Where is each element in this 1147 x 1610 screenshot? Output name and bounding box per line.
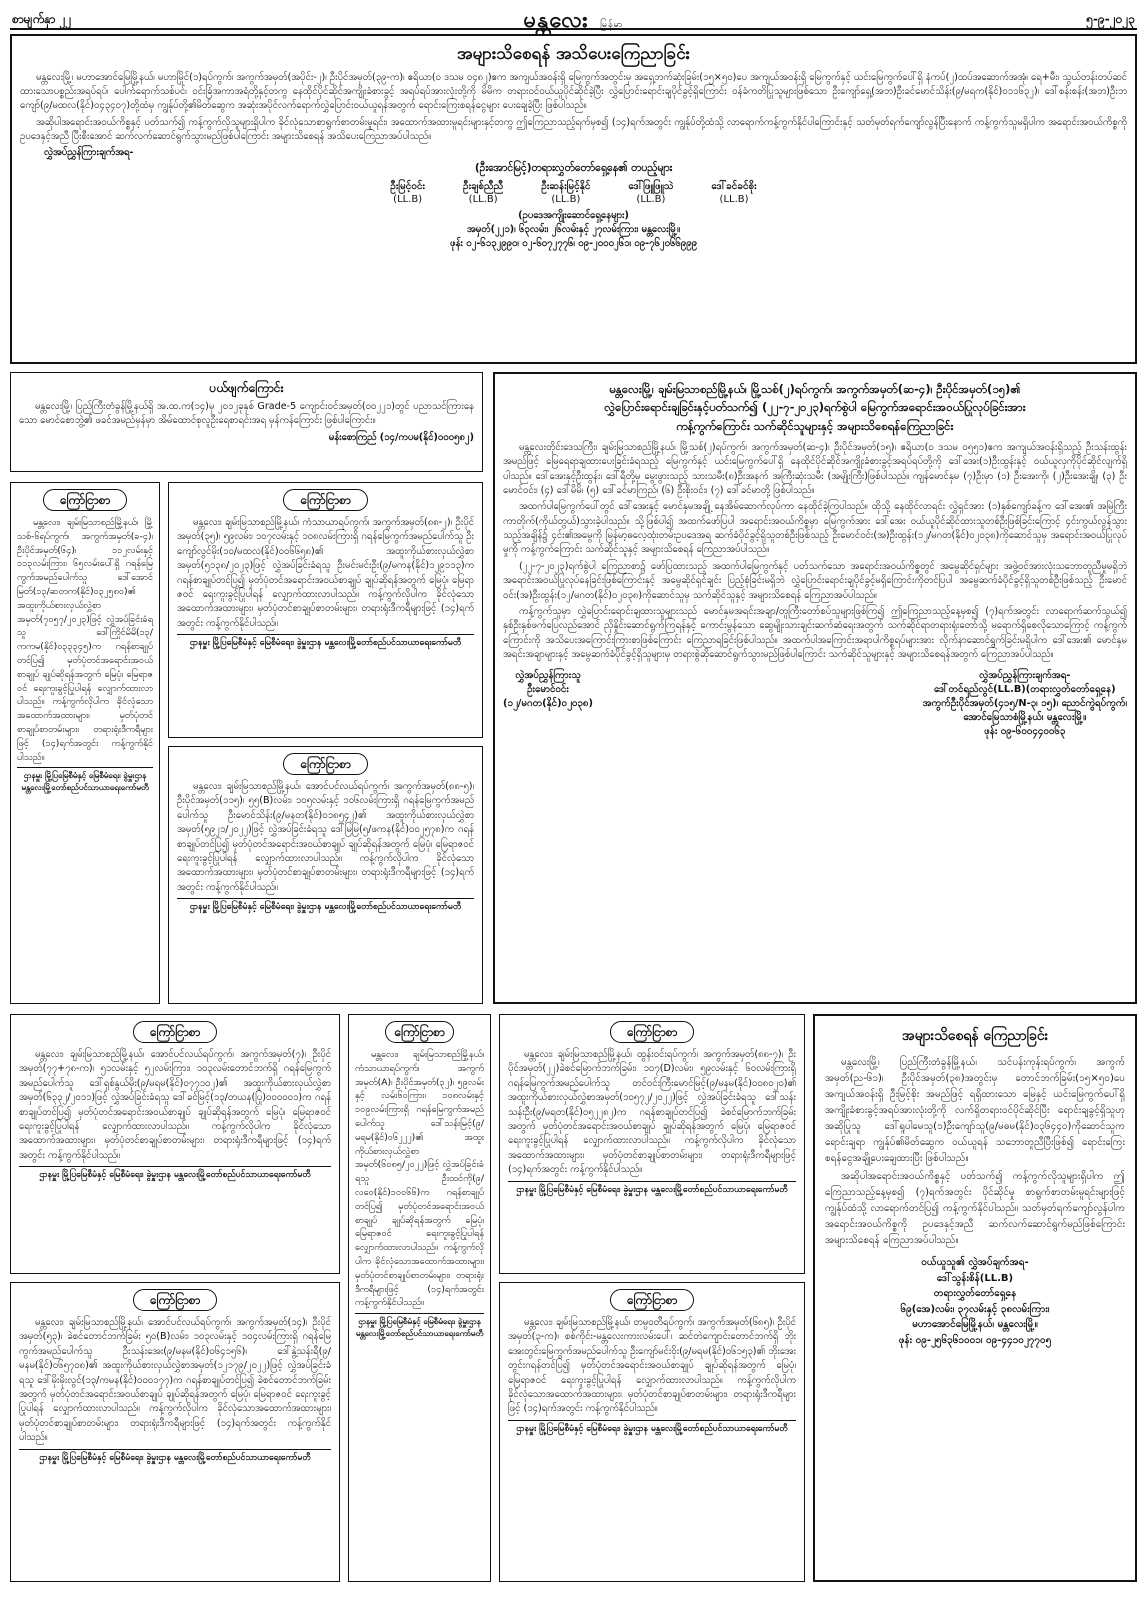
summons-3-body: မန္တလေး၊ ချမ်းမြသာစည်မြို့နယ်၊ အောင်ပင်လယ်ရပ်ကွက်၊ အကွက်အမှတ်(၈၈-၅)၊ ဦးပိုင်အမှတ်(၁၁၅)၊ ၅၅(B)လမ်း၊ ၁၀၅လမ်းနှင့် ၁၀၆လမ်းကြားရှိ ဂရန်မြေကွက်အမည်ပေါက်သူ ဦးမောင်သိန်း(၉/မနတ(နိုင်)၀၁၈၅၄၂)၏ အထူးကိုယ်စားလှယ်လွှဲစာအမှတ်(၅၉၂၁/၂၀၂၂)ဖြင့် လွှဲအပ်ခြင်းခံရသူ ဒေါ်မြမြ(၅/ဖကန(နိုင်)၀၀၂၅၇၈)က ဂရန်စာချုပ်တင်ပြ၍ မှတ်ပုံတင်အရောင်းအဝယ်စာချုပ် ချုပ်ဆိုရန်အတွက် မြေပုံ၊ မြေရာဇဝင် ရေးကူးခွင့်ပြုပါရန် လျှောက်ထားလာပါသည်။ ကန့်ကွက်လိုပါက ခိုင်လုံသောအထောက်အထားများ၊ မှတ်ပုံတင်စာချုပ်စာတမ်းများ၊ တရားရုံးဒီကရီများဖြင့် (၁၄)ရက်အတွင်း ကန့်ကွက်နိုင်ပါသည်။ (177, 781, 474, 893)
notice-main-p2: အဆိုပါအရောင်းအဝယ်ကိစ္စနှင့် ပတ်သက်၍ ကန့်ကွက်လိုသူများရှိပါက ခိုင်လုံသောစာရွက်စာတမ်းမူရင်း၊ အထောက်အထားမူရင်းများနှင့်တကွ ဤကြေညာသည့်ရက်မှစ၍ (၁၄)ရက်အတွင်း ကျွန်ုပ်တို့ထံသို့ လာရောက်ကန့်ကွက်နိုင်ပါကြောင်းနှင့် သတ်မှတ်ရက်ကျော်လွန်ပြီးနောက် ကန့်ကွက်သူမရှိပါက အရောင်းအဝယ်ကိစ္စကို ဥပဒေနှင့်အညီ ပြီးစီးအောင် ဆက်လက်ဆောင်ရွက်သွားမည်ဖြစ်ပါကြောင်း အများသိစေရန် အသိပေးကြေညာအပ်ပါသည်။ (20, 116, 1127, 143)
cancel-notice-body: မန္တလေးမြို့၊ ပြည်ကြီးတံခွန်မြို့နယ်ရှိ အ.ထ.က(၁၄)မှ ၂၀၁၂ခုနှစ် Grade-5 ကျောင်းဝင်အမှတ်(၀၀၂၂၁)တွင် ပညာသင်ကြားနေသော မောင်စောဘွဲ့၏ ဖခင်အမည်မှန်မှာ အိမ်ထောင်စုလူဦးရေစာရင်းအရ မှန်ကန်ကြောင်း ဖြစ်ပါကြောင်း။ (19, 401, 474, 427)
page-date: ၅-၉-၂၀၂၃ (1086, 12, 1135, 26)
cancel-notice-title: ပယ်ဖျက်ကြောင်း (209, 381, 284, 395)
big-notice-p2: အထက်ပါမြေကွက်ပေါ်တွင် ဒေါ်အေးနှင့် မောင်နှမအချို့ နေအိမ်ဆောက်လုပ်ကာ နေထိုင်ခဲ့ကြပါသည်။ ထိုသို့ နေထိုင်လာရင်း လွှဲရှင်အား (၁)နှစ်ကျော်ခန့်က ဒေါ်အေး၏ အမြဲကြီးကာတိုက်(ကိုယ်တွယ်)သွားခဲ့ပါသည်။ သို့ဖြစ်ပါ၍ အထက်ဖော်ပြပါ အရောင်းအဝယ်ကိစ္စမှာ မြေကွက်အား ဒေါ်အေး ဝယ်ယူပိုင်ဆိုင်ထားသူတစ်ဦးဖြစ်ခြင်းကြောင့် ၄င်းကွယ်လွန်သွားသည့်အချိန်၌ ၄င်း၏အမွေကို မြန်မာ့ဓလေ့ထုံးတမ်းဥပဒေအရ ဆက်ခံပိုင်ခွင့်ရှိသူတစ်ဦးဖြစ်သည့် ဦးမောင်ဝင်း(အ)ဦးထွန်း(၁၂/မဂတ(နိုင်)၀၂၀၃၈)ကိုဆောင်သူမှ အရောင်းအဝယ်ပြုလုပ်မှုကို ကန့်ကွက်ကြောင်း သက်ဆိုင်သူနှင့် အများသိစေရန် ကြေညာအပ်ပါသည်။ (503, 501, 1127, 556)
notice-br-title: အများသိစေရန် ကြေညာခြင်း (901, 1028, 1049, 1044)
summons-6 (499, 1014, 805, 1274)
summons-2-body: မန္တလေး၊ ချမ်းမြသာစည်မြို့နယ်၊ ကံသာယာရပ်ကွက်၊ အကွက်အမှတ်(၈၈-၂)၊ ဦးပိုင်အမှတ်(၃၅)၊ ၅၉လမ်း၊ ၁၀၇လမ်းနှင့် ၁၀၈လမ်းကြားရှိ ဂရန်မြေကွက်အမည်ပေါက်သူ ဦးကျော်လွင်မိုး(၁၀/မထလ(နိုင်)၀၀၆၆၅၈)၏ အထူးကိုယ်စားလှယ်လွှဲစာအမှတ်(၅၁၃၈/၂၀၂၃)ဖြင့် လွှဲအပ်ခြင်းခံရသူ ဦးမင်းမင်းဦး(၉/မကန(နိုင်)၁၂၉၁၁၃)က ဂရန်စာချုပ်တင်ပြ၍ မှတ်ပုံတင်အရောင်းအဝယ်စာချုပ် ချုပ်ဆိုရန်အတွက် မြေပုံ၊ မြေရာဇဝင် ရေးကူးခွင့်ပြုပါရန် လျှောက်ထားလာပါသည်။ ကန့်ကွက်လိုပါက ခိုင်လုံသောအထောက်အထားများ၊ မှတ်ပုံတင်စာချုပ်စာတမ်းများ၊ တရားရုံးဒီကရီများဖြင့် (၁၄)ရက်အတွင်း ကန့်ကွက်နိုင်ပါသည်။ (177, 517, 474, 629)
office-address: အမှတ်(၂၂၁)၊ ၆၃လမ်း၊ ၂၆လမ်းနှင့် ၂၇လမ်းကြား၊ မန္တလေးမြို့။ (466, 223, 681, 235)
law-firm: (ဦးအောင်မြင့်)တရားလွှတ်တော်ရှေ့နေ၏ တပည့်များ (474, 161, 673, 174)
summons-4-title: ကြော်ငြာစာ (133, 1021, 218, 1043)
summons-8-footer: ဌာနမှူး မြို့ပြမြေစီမံနှင့် မြေစီမံရေး၊ ခွဲမှူးဌာန မန္တလေးမြို့တော်စည်ပင်သာယာရေးကော်မတီ (508, 1420, 796, 1436)
assign-label: လွှဲအပ်ညွှန်ကြားချက်အရ- (44, 147, 134, 159)
big-notice-title-3: ကန့်ကွက်ကြောင်း သက်ဆိုင်သူများနှင့် အများသိစေရန်ကြေညာခြင်း (676, 418, 954, 433)
lawyer-2: ဦးချစ်ညီညီ (LL.B) (463, 180, 504, 205)
summons-5-title: ကြော်ငြာစာ (385, 1021, 454, 1043)
notice-main-p1: မန္တလေးမြို့၊ မဟာအောင်မြေမြို့နယ်၊ မဟာမြိုင်(၁)ရပ်ကွက်၊ အကွက်အမှတ်(အပိုင်း-၂)၊ ဦးပိုင်အမှတ်(၃၉-က)၊ ဧရိယာ(၀ ဒသမ ၀၄၈၂)ဧက အကျယ်အဝန်းရှိ မြေကွက်အတွင်းမှ အရှေ့ဘက်ဆုံးခြမ်း(၁၅×၅၀)ပေ အကျယ်အဝန်းရှိ မြေကွက်နှင့် ယင်းမြေကွက်ပေါ်ရှိ နံကပ်(၂)ထပ်အဆောက်အအုံ၊ ရေ+မီး၊ သွယ်တန်းတပ်ဆင်ထားသောပစ္စည်းအရပ်ရပ်၊ ပေါက်ရောက်သစ်ပင်၊ ဝင်းခြံအကာအရံတို့နှင့်တကွ နေထိုင်ပိုင်ဆိုင်အကျိုးခံစားခွင့် အရပ်ရပ်အားလုံးတို့ကို မိမိက တရားဝင်ဝယ်ယူပိုင်ဆိုင်ခဲ့ပြီး လွှဲပြောင်းရောင်းချပိုင်ခွင့်ရှိကြောင်း ဝန်ခံကတိပြုသူများဖြစ်သော ဦးကျော်ရှေ့(အဘ)ဦးခင်မောင်သိန်း(၉/မရက(နိုင်)၀၁၁၆၃၂)၊ ဒေါ်စန်းစန်း(အဘ)ဦးဘကျော်(၉/မထလ(နိုင်)၀၄၃၄၀၇)တို့ထံမှ ကျွန်ုပ်တို့၏မိတ်ဆွေက အဆုံးအပိုင်လက်ရောက်လွှဲပြောင်းဝယ်ယူရန်အတွက် ရောင်းကြေးစရန်ငွေများ ပေးချေခဲ့ပြီး ဖြစ်ပါသည်။ (20, 71, 1127, 112)
lawyer-3: ဦးဆန်းမြင့်နိုင် (LL.B) (541, 180, 591, 205)
summons-4-footer: ဌာနမှူး မြို့ပြမြေစီမံနှင့် မြေစီမံရေး၊ ခွဲမှူးဌာန မန္တလေးမြို့တော်စည်ပင်သာယာရေးကော်မတီ (19, 1166, 331, 1182)
cancel-notice (10, 372, 483, 472)
notice-bottom-right (813, 1014, 1137, 1582)
cancel-notice-sign: မန်းစောကြည် (၁၄/ကပမ(နိုင်)၀၀၀၅၈၂) (328, 431, 474, 443)
summons-5-body: မန္တလေး၊ ချမ်းမြသာစည်မြို့နယ်၊ ကံသာယာရပ်ကွက်၊ အကွက်အမှတ်(A)၊ ဦးပိုင်အမှတ်(၃၂)၊ ၅၉လမ်းနှင့် လမ်း၆၀ကြား၊ ၁၀၈လမ်းနှင့် ၁၀၉လမ်းကြားရှိ ဂရန်မြေကွက်အမည်ပေါက်သူ ဒေါ်သန်းမြင့်(၉/မရမ(နိုင်)၀၆၂၂၂)၏ အထူးကိုယ်စားလှယ်လွှဲစာအမှတ်(၆၀၈၅/၂၀၂၂)ဖြင့် လွှဲအပ်ခြင်းခံရသူ ဦးထင်ကို(၉/လဝေ(နိုင်)၁၀၀၆၆)က ဂရန်စာချုပ်တင်ပြ၍ မှတ်ပုံတင်အရောင်းအဝယ်စာချုပ် ချုပ်ဆိုရန်အတွက် မြေပုံ၊ မြေရာဇဝင် ရေးကူးခွင့်ပြုပါရန် လျှောက်ထားလာပါသည်။ ကန့်ကွက်လိုပါက ခိုင်လုံသောအထောက်အထားများ၊ မှတ်ပုံတင်စာချုပ်စာတမ်းများ၊ တရားရုံးဒီကရီများဖြင့် (၁၄)ရက်အတွင်း ကန့်ကွက်နိုင်ပါသည်။ (355, 1049, 484, 1309)
summons-6-title: ကြော်ငြာစာ (610, 1021, 695, 1043)
summons-8-title: ကြော်ငြာစာ (610, 1289, 695, 1311)
summons-3-footer: ဌာနမှူး မြို့ပြမြေစီမံနှင့် မြေစီမံရေး၊ ခွဲမှူးဌာန မန္တလေးမြို့တော်စည်ပင်သာယာရေးကော်မတီ (177, 898, 474, 914)
summons-1-body: မန္တလေး၊ ချမ်းမြသာစည်မြို့နယ်၊ မြို့သစ်-၆ရပ်ကွက်၊ အကွက်အမှတ်(ခ-၄)၊ ဦးပိုင်အမှတ်(၆၄)၊ ၁၁၂လမ်းနှင့် ၁၁၃လမ်းကြား၊ ၆၅လမ်းပေါ်ရှိ ဂရန်မြေကွက်အမည်ပေါက်သူ ဒေါ်အောင်မြတ်(၁၃/ဆတက(နိုင်)၀၃၂၅၈၀)၏ အထူးကိုယ်စားလှယ်လွှဲစာအမှတ်(၇၀၅၇/၂၀၂၃)ဖြင့် လွှဲအပ်ခြင်းခံရသူ ဒေါ်ကြိုင်မိမိ(၁၃/ကကမ(နိုင်)၀၃၃၃၄၅)က ဂရန်စာချုပ်တင်ပြ၍ မှတ်ပုံတင်အရောင်းအဝယ်စာချုပ် ချုပ်ဆိုရန်အတွက် မြေပုံ၊ မြေရာဇဝင် ရေးကူးခွင့်ပြုပါရန် လျှောက်ထားလာပါသည်။ ကန့်ကွက်လိုပါက ခိုင်လုံသော အထောက်အထားများ၊ မှတ်ပုံတင်စာချုပ်စာတမ်းများ၊ တရားရုံးဒီကရီများဖြင့် (၁၄)ရက်အတွင်း ကန့်ကွက်နိုင်ပါသည်။ (17, 517, 153, 763)
page-number: စာမျက်နှာ ၂၂ (12, 12, 72, 26)
summons-4-body: မန္တလေး၊ ချမ်းမြသာစည်မြို့နယ်၊ အောင်ပင်လယ်ရပ်ကွက်၊ အကွက်အမှတ်(၇)၊ ဦးပိုင်အမှတ်(၇၇+၇၈-က)၊ ၅၁လမ်းနှင့် ၅၂လမ်းကြား၊ ၁၀၃လမ်းတောင်ဘက်ရှိ ဂရန်မြေကွက်အမည်ပေါက်သူ ဒေါ်ရှစ်နွယ်မိုး(၉/မရမ(နိုင်)၀၇၇၁၀၂)၏ အထူးကိုယ်စားလှယ်လွှဲစာအမှတ်(၆၃၃၂/၂၀၁၁)ဖြင့် လွှဲအပ်ခြင်းခံရသူ ဒေါ်ခင်မြင့်(၁၃/တယန(ပြု)၀၀၀၀၀၁)က ဂရန်စာချုပ်တင်ပြ၍ မှတ်ပုံတင်အရောင်းအဝယ်စာချုပ် ချုပ်ဆိုရန်အတွက် မြေပုံ၊ မြေရာဇဝင် ရေးကူးခွင့်ပြုပါရန် လျှောက်ထားလာပါသည်။ ကန့်ကွက်လိုပါက ခိုင်လုံသောအထောက်အထားများ၊ မှတ်ပုံတင်စာချုပ်စာတမ်းများ၊ တရားရုံးဒီကရီများဖြင့် (၁၄)ရက်အတွင်း ကန့်ကွက်နိုင်ပါသည်။ (19, 1049, 331, 1161)
summons-7 (10, 1282, 340, 1582)
big-notice-p1: မန္တလေးတိုင်းဒေသကြီး၊ ချမ်းမြသာစည်မြို့နယ်၊ မြို့သစ်(၂)ရပ်ကွက်၊ အကွက်အမှတ်(ဆ-၄)၊ ဦးပိုင်အမှတ်(၁၅)၊ ဧရိယာ(၀ ဒသမ ၀၅၅၁)ဧက အကျယ်အဝန်းရှိသည့် ဦးသန်းထွန်းအမည်ဖြင့် မြေရေရာချထားပေးခြင်းခံရသည့် မြေကွက်နှင့် ယင်းမြေကွက်ပေါ်ရှိ နေထိုင်ပိုင်ဆိုင်အကျိုးခံစားခွင့်အရပ်ရပ်တို့ကို ဒေါ်အေး(၁)ဦးထွန်းနှင့် ဝယ်ယူလှကိုပိုင်ဆိုင်လျက်ရှိပါသည်။ ဒေါ်အေးနှင့်ဦးထွန်း၊ ဒေါ်ရီတို့မှ မွေးဖွားသည့် သားသမီး(၈)ဦးအနက် အကြီးဆုံးသမီး (အမျိုးကြီး)ဖြစ်ပါသည်။ ကျန်မောင်နှမ (၇)ဦးမှာ (၁) ဦးအေးကို၊ (၂)ဦးအေးချို၊ (၃) ဦးမောင်ဝင်း၊ (၄) ဒေါ်မိမိ၊ (၅) ဒေါ်ခင်မာကြည်၊ (၆) ဦးစိုးဝင်း၊ (၇) ဒေါ်ခင်မာတို့ ဖြစ်ပါသည်။ (503, 441, 1127, 496)
lawyer-1: ဦးမြင့်ဝင်း (LL.B) (390, 180, 426, 205)
notice-main (10, 34, 1137, 364)
summons-3-title: ကြော်ငြာစာ (283, 753, 368, 775)
notice-br-signature: ဝယ်ယူသူ၏ လွှဲအပ်ချက်အရ- ဒေါ်သွန်းစိန်(LL.B) တရားလွှတ်တော်ရှေ့နေ ၆၉(အေ)လမ်း၊ ၃၇လမ်းနှင့် ၃၈လမ်းကြား၊ မဟာအောင်မြေမြို့နယ်၊ မန္တလေးမြို့။ ဖုန်း ၀၉-၂၅၆၃၆၁၀၀၁၊ ၀၉-၄၄၁၀၂၇၇၀၅ (898, 1257, 1052, 1346)
summons-1-title: ကြော်ငြာစာ (43, 489, 128, 511)
lawyer-4: ဒေါ်ဖြူဖြူသဲ (LL.B) (628, 180, 674, 205)
logo-text: မန္တလေး (523, 7, 589, 33)
sig-right: လွှဲအပ်ညွှန်ကြားချက်အရ- ဒေါ်တင်ရည်လွင်(LL.B)(တရားလွှတ်တော်ရှေ့နေ) အကွက်ဦးပိုင်အမှတ်(၄၁၅/N-၃၊ ၁၅)၊ ညောင်ကွဲရပ်ကွက်၊ အောင်မြေသာစံမြို့နယ်၊ မန္တလေးမြို့။ ဖုန်း ၀၉-၆၀၀၄၄၀၀၆၃ (922, 669, 1127, 738)
summons-1 (10, 482, 160, 1004)
summons-8-body: မန္တလေး၊ ချမ်းမြသာစည်မြို့နယ်၊ တမ္ပဝတီရပ်ကွက်၊ အကွက်အမှတ်(၆၈၅)၊ ဦးပိုင်အမှတ်(၃-က)၊ စစ်ကိုင်း-မန္တလေးကားလမ်းပေါ်၊ ဆင်တဲကျောင်းတောင်ဘက်ရှိ ဘိုးအေးတွင်းမြေကွက်အမည်ပေါက်သူ ဦးကျော်မင်းဝိုး(၉/မရမ(နိုင်)၀၆၁၅၃)၏ ဘိုးအေးတွင်းဂရန်တင်ပြ၍ မှတ်ပုံတင်အရောင်းအဝယ်စာချုပ် ချုပ်ဆိုရန်အတွက် မြေပုံ၊ မြေရာဇဝင် ရေးကူးခွင့်ပြုပါရန် လျှောက်ထားလာပါသည်။ ကန့်ကွက်လိုပါက ခိုင်လုံသောအထောက်အထားများ၊ မှတ်ပုံတင်စာချုပ်စာတမ်းများ၊ တရားရုံးဒီကရီများဖြင့် (၁၄)ရက်အတွင်း ကန့်ကွက်နိုင်ပါသည်။ (508, 1317, 796, 1415)
summons-2 (168, 482, 483, 738)
summons-7-footer: ဌာနမှူး မြို့ပြမြေစီမံနှင့် မြေစီမံရေး၊ ခွဲမှူးဌာန မန္တလေးမြို့တော်စည်ပင်သာယာရေးကော်မတီ (19, 1449, 331, 1465)
office-title: (ဥပဒေအကျိုးဆောင်ရှေ့နေများ) (518, 209, 629, 221)
summons-5 (348, 1014, 491, 1582)
office-phone: ဖုန်း ၀၂-၆၁၃၂၉၉၀၊ ၀၂-၆၀၇၂၇၇၆၊ ၀၉-၂၀၀၀၂၆၁၊ ၀၉-၇၆၂၀၆၆၉၉၉ (449, 238, 697, 250)
summons-3 (168, 746, 483, 1004)
summons-5-footer: ဌာနမှူး မြို့ပြမြေစီမံနှင့် မြေစီမံရေး၊ ခွဲမှူးဌာန မန္တလေးမြို့တော်စည်ပင်သာယာရေးကော်မတီ (355, 1313, 484, 1340)
big-notice-signatures (503, 669, 1127, 740)
notice-br-p1: မန္တလေးမြို့၊ ပြည်ကြီးတံခွန်မြို့နယ်၊ သင်ပန်းကုန်းရပ်ကွက်၊ အကွက်အမှတ်(ည-၆၁)၊ ဦးပိုင်အမှတ်(၃၈)အတွင်းမှ တောင်ဘက်ခြမ်း(၁၅×၅၀)ပေ အကျယ်အဝန်းရှိ ဦးမြင့်စိုး အမည်ဖြင့် ရရှိထားသော မြေနှင့် ယင်းမြေကွက်ပေါ်ရှိ အကျိုးခံစားခွင့်အရပ်အားလုံးတို့ကို လက်ရှိတရားဝင်ပိုင်ဆိုင်ပြီး ရောင်းချခွင့်ရှိသူဟု အဆိုပြုသူ ဒေါ်ရူပါမေသူ(၁)ဦးကျော်သူ(၉/မဓမ(နိုင်)၀၃၆၄၄၀)ကိုဆောင်သူက ရောင်းချရာ ကျွန်ုပ်၏မိတ်ဆွေက ဝယ်ယူရန် သဘောတူညီပြီးဖြစ်၍ ရောင်းကြေးစရန်ငွေအချို့ပေးချေထားပြီး ဖြစ်ပါသည်။ (825, 1057, 1125, 1164)
big-notice (493, 372, 1137, 1004)
summons-8 (499, 1282, 805, 1582)
masthead-logo (524, 4, 624, 37)
summons-7-title: ကြော်ငြာစာ (133, 1289, 218, 1311)
sig-left: လွှဲအပ်ညွှန်ကြားသူ ဦးမောင်ဝင်း (၁၂/မဂတ(နိုင်)၀၂၀၃၈) (503, 669, 593, 710)
summons-2-title: ကြော်ငြာစာ (283, 489, 368, 511)
summons-7-body: မန္တလေး၊ ချမ်းမြသာစည်မြို့နယ်၊ အောင်ပင်လယ်ရပ်ကွက်၊ အကွက်အမှတ်(၁၄)၊ ဦးပိုင်အမှတ်(၅၃)၊ ခဲစင်တောင်ဘက်ခြမ်း ၅၀(B)လမ်း၊ ၁၀၃လမ်းနှင့် ၁၀၄လမ်းကြားရှိ ဂရန်မြေကွက်အမည်ပေါက်သူ ဦးသန်းအေး(၉/မနမ(နိုင်)၀၆၄၁၅၆)၊ ဒေါ်နွဲ့သန်းရီ(၉/မနမ(နိုင်)၀၆၅၇၀၈)၏ အထူးကိုယ်စားလှယ်လွှဲစာအမှတ်(၁၂၁၇၉/၂၀၂၂)ဖြင့် လွှဲအပ်ခြင်းခံရသူ ဒေါ်မိုးမိုးလွင်(၁၃/ကမန(နိုင်)၀၀၀၁၇၇)က ဂရန်စာချုပ်တင်ပြ၍ ခဲစင်တောင်ဘက်ခြမ်းအတွက် မှတ်ပုံတင်အရောင်းအဝယ်စာချုပ် ချုပ်ဆိုရန်အတွက် မြေပုံ၊ မြေရာဇဝင် ရေးကူးခွင့်ပြုပါရန် လျှောက်ထားလာပါသည်။ ကန့်ကွက်လိုပါက ခိုင်လုံသောအထောက်အထားများ၊ မှတ်ပုံတင်စာချုပ်စာတမ်းများ၊ တရားရုံးဒီကရီများဖြင့် (၁၄)ရက်အတွင်း ကန့်ကွက်နိုင်ပါသည်။ (19, 1317, 331, 1444)
summons-6-footer: ဌာနမှူး မြို့ပြမြေစီမံနှင့် မြေစီမံရေး၊ ခွဲမှူးဌာန မန္တလေးမြို့တော်စည်ပင်သာယာရေးကော်မတီ (508, 1181, 796, 1197)
summons-1-footer: ဌာနမှူး မြို့ပြမြေစီမံနှင့် မြေစီမံရေး၊ ခွဲမှူးဌာန မန္တလေးမြို့တော်စည်ပင်သာယာရေးကော်မတီ (17, 767, 153, 794)
big-notice-p4: ကန့်ကွက်သူမှာ လွှဲပြောင်းရောင်းချထားသူများသည် မောင်နှမအရင်းအချာ/တူကြီးတော်စပ်သူများဖြစ်ကြ၍ ဤကြေညာသည့်နေ့မှစ၍ (၇)ရက်အတွင်း လာရောက်ဆက်သွယ်၍ နှစ်ဦးနှစ်ဖက်ပြေလည်အောင် ညှိနှိုင်းဆောင်ရွက်ကြရန်နှင့် ကောင်းမွန်သော ဆွေမျိုးသားချင်းဆက်ဆံရေးအတွက် သက်ဆိုင်ရာတရားရုံးတော်သို့ မရောက်ရှိစေလိုသောကြောင့် ကန့်ကွက်ကြောင်းကို အသိပေးအကြောင်းကြားစာဖြစ်ကြောင်း ကြေညာရခြင်းဖြစ်ပါသည်။ အထက်ပါအကြောင်းအရာပါကိစ္စရပ်များအား လိုက်နာဆောင်ရွက်ခြင်းမရှိပါက ဒေါ်အေး၏ မောင်နှမအရင်းအချာများနှင့် အမွေဆက်ခံပိုင်ခွင့်ရှိသူများမှ တရားစွဲဆိုဆောင်ရွက်သွားမည်ဖြစ်ပါကြောင်း သက်ဆိုင်သူများနှင့် အများသိစေရန်အတွက် ကြေညာအပ်ပါသည်။ (503, 606, 1127, 661)
lawyer-list (20, 180, 1127, 206)
summons-4 (10, 1014, 340, 1274)
big-notice-p3: (၂၂-၇-၂၀၂၃)ရက်စွဲပါ ကြေညာစာ၌ ဖော်ပြထားသည့် အထက်ပါမြေကွက်နှင့် ပတ်သက်သော အရောင်းအဝယ်ကိစ္စတွင် အမွေဆိုင်ရှင်များ အဖွဲ့ဝင်အားလုံးသဘောတူညီမှုမရှိဘဲ အရောင်းအဝယ်ပြုလုပ်နေခြင်းဖြစ်ကြောင်းနှင့် အမွေဆိုင်ရှင်ချင်း ပြည့်စုံခြင်းမရှိဘဲ လွှဲပြောင်းရောင်းချပိုင်ခွင့်မရှိကြောင်းကိုတင်ပြပါ အမွေဆက်ခံပိုင်ခွင့်ရှိသူတစ်ဦးဖြစ်သည့် ဦးမောင်ဝင်း(အ)ဦးထွန်း(၁၂/မဂတ(နိုင်)၀၂၀၃၈)ကိုဆောင်သူမှ သက်ဆိုင်သူနှင့် အများသိစေရန် ကြေညာအပ်ပါသည်။ (503, 560, 1127, 601)
page-header (10, 6, 1137, 33)
big-notice-title-2: လွှဲပြောင်းရောင်းချခြင်းနှင့်ပတ်သက်၍ (၂၂-၇-၂၀၂၃)ရက်စွဲပါ မြေကွက်အရောင်းအဝယ်ပြုလုပ်ခြင်းအား (604, 400, 1026, 415)
notice-main-title: အများသိစေရန် အသိပေးကြေညာခြင်း (457, 44, 690, 64)
logo-sub: မြန်မာ (600, 20, 624, 30)
summons-6-body: မန္တလေး၊ ချမ်းမြသာစည်မြို့နယ်၊ ထွန်းဝင်းရပ်ကွက်၊ အကွက်အမှတ်(၈၈-၇)၊ ဦးပိုင်အမှတ်(၂၂)ခဲစင်မြောက်ဘက်ခြမ်း၊ ၁၀၇(D)လမ်း၊ ၅၉လမ်းနှင့် ၆၀လမ်းကြားရှိ ဂရန်မြေကွက်အမည်ပေါက်သူ တင်ဝင်းကြီးမောင်မြင့်(၉/မနမ(နိုင်)၀၀၈၀၂၀)၏ အထူးကိုယ်စားလှယ်လွှဲစာအမှတ်(၁၀၅၇၂/၂၀၂၂)ဖြင့် လွှဲအပ်ခြင်းခံရသူ ဒေါ်သန်းသန်းဦး(၉/မရတ(နိုင်)၀၅၂၂၈၂)က ဂရန်စာချုပ်တင်ပြ၍ ခဲစင်မြောက်ဘက်ခြမ်း အတွက် မှတ်ပုံတင်အရောင်းအဝယ်စာချုပ် ချုပ်ဆိုရန်အတွက် မြေပုံ၊ မြေရာဇဝင် ရေးကူးခွင့်ပြုပါရန် လျှောက်ထားလာပါသည်။ ကန့်ကွက်လိုပါက ခိုင်လုံသောအထောက်အထားများ၊ မှတ်ပုံတင်စာချုပ်စာတမ်းများ၊ တရားရုံးဒီကရီများဖြင့် (၁၄)ရက်အတွင်း ကန့်ကွက်နိုင်ပါသည်။ (508, 1049, 796, 1176)
big-notice-title-1: မန္တလေးမြို့၊ ချမ်းမြသာစည်မြို့နယ်၊ မြို့သစ်(၂)ရပ်ကွက်၊ အကွက်အမှတ်(ဆ-၄)၊ ဦးပိုင်အမှတ်(၁၅)၏ (609, 382, 1021, 396)
summons-2-footer: ဌာနမှူး မြို့ပြမြေစီမံနှင့် မြေစီမံရေး၊ ခွဲမှူးဌာန မန္တလေးမြို့တော်စည်ပင်သာယာရေးကော်မတီ (177, 634, 474, 650)
notice-br-p2: အဆိုပါအရောင်းအဝယ်ကိစ္စနှင့် ပတ်သက်၍ ကန့်ကွက်လိုသူများရှိပါက ဤကြေညာသည့်နေ့မှစ၍ (၇)ရက်အတွင်း ပိုင်ဆိုင်မှု စာရွက်စာတမ်းမူရင်းများဖြင့် ကျွန်ုပ်ထံသို့ လာရောက်တင်ပြ၍ ကန့်ကွက်နိုင်ပါသည်။ သတ်မှတ်ရက်ကျော်လွန်ပါက အရောင်းအဝယ်ကိစ္စကို ဥပဒေနှင့်အညီ ဆက်လက်ဆောင်ရွက်မည်ဖြစ်ကြောင်း အများသိစေရန် ကြေညာအပ်ပါသည်။ (825, 1171, 1125, 1246)
lawyer-5: ဒေါ်ခင်ခင်စိုး (LL.B) (711, 180, 757, 205)
